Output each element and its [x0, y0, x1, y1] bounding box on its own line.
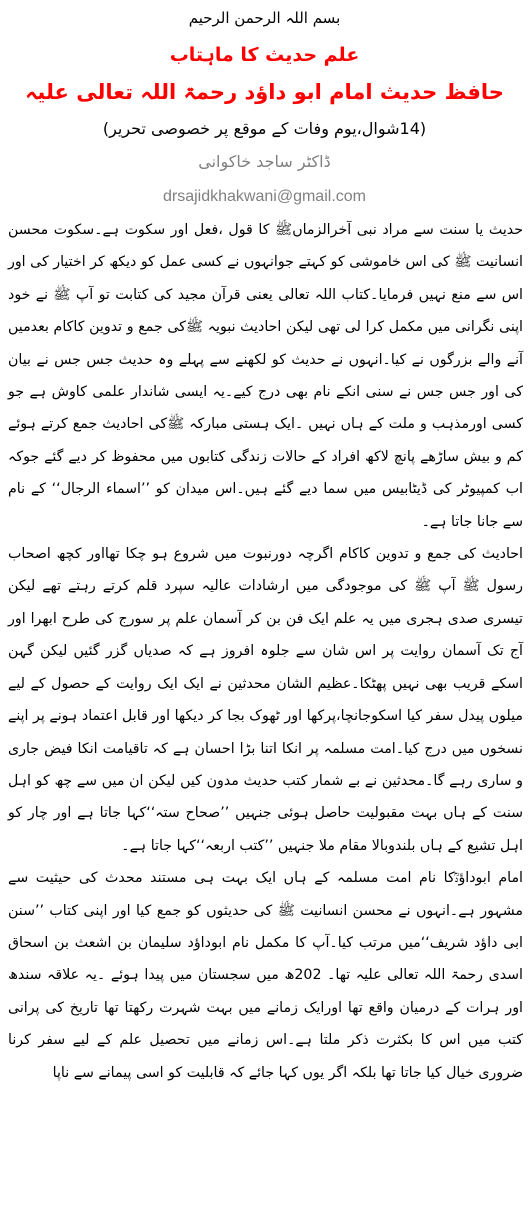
article-body	[0, 214, 529, 1089]
author-name: ڈاکٹر ساجد خاکوانی	[198, 152, 331, 171]
bismillah-heading: بسم اللہ الرحمن الرحیم	[188, 9, 341, 27]
article-occasion: (14شوال،یوم وفات کے موقع پر خصوصی تحریر)	[102, 119, 427, 138]
paragraph-1: حدیث یا سنت سے مراد نبی آخرالزماںﷺ کا قول ،فعل اور سکوت ہے۔سکوت محسن انسانیت ﷺ کی اس خاموشی کو کہتے جوانہوں نے کسی عمل کو دیکھ کر اختیار کی اور اس سے منع نہیں فرمایا۔کتاب اللہ تعالی یعنی قرآن مجید کی کتابت تو آپ ﷺ نے خود اپنی نگرانی میں مکمل کرا لی تھی لیکن احادیث نبویہ ﷺکی جمع و تدوین کاکام بعدمیں آنے والے بزرگوں نے کیا۔انہوں نے حدیث کو لکھنے سے پہلے وہ حدیث جس جس نے بیان کی اور جس جس نے سنی انکے نام بھی درج کیے۔یہ ایسی شاندار علمی کاوش ہے جو کسی اورمذہب و ملت کے ہاں نہیں ۔ایک ہستی مبارکہ ﷺکی احادیث جمع کرتے ہوئے کم و بیش ساڑھے پانچ لاکھ افراد کے حالات زندگی کتابوں میں محفوظ کر دیے گئے جوکہ اب کمپیوٹر کی ڈیٹابیس میں سما دیے گئے ہیں۔اس میدان کو ’’اسماء الرجال‘‘ کے نام سے جانا جاتا ہے۔	[7, 222, 523, 530]
article-header	[0, 7, 529, 208]
paragraph-3: امام ابوداؤدؒکا نام امت مسلمہ کے ہاں ایک بہت ہی مستند محدث کی حیثیت سے مشہور ہے۔انہوں نے محسن انسانیت ﷺ کی حدیثوں کو جمع کیا اور اپنی کتاب ’’سنن ابی داؤد شریف‘‘میں مرتب کیا۔آپ کا مکمل نام ابوداؤد سلیمان بن اشعث بن اسحاق اسدی رحمۃ اللہ تعالی علیہ تھا۔ 202ھ میں سجستان میں پیدا ہوئے ۔یہ علاقہ سندھ اور ہرات کے درمیان واقع تھا اورایک زمانے میں بہت شہرت رکھتا تھا تاریخ کی پرانی کتب میں اس کا بکثرت ذکر ملتا ہے۔اس زمانے میں تحصیل علم کے لیے سفر کرنا ضروری خیال کیا جاتا تھا بلکہ اگر یوں کہا جائے کہ قابلیت کو اسی پیمانے سے ناپا	[8, 870, 524, 1081]
paragraph-2: احادیث کی جمع و تدوین کاکام اگرچہ دورنبوت میں شروع ہو چکا تھااور کچھ اصحاب رسول ﷺ آپ ﷺ کی موجودگی میں ارشادات عالیہ سپرد قلم کرتے رہتے تھے لیکن تیسری صدی ہجری میں یہ علم ایک فن بن کر آسمان علم پر سورج کی طرح ابھرا اور آج تک آسمان روایت پر اس شان سے جلوہ افروز ہے کہ صدیاں گزر گئیں لیکن گہن اسکے قریب بھی نہیں پھٹکا۔عظیم الشان محدثین نے ایک ایک روایت کے حصول کے لیے میلوں پیدل سفر کیا اسکوجانچا،پرکھا اور ٹھوک بجا کر دیکھا اور قابل اعتماد ہونے پر اپنے نسخوں میں درج کیا۔امت مسلمہ پر انکا اتنا بڑا احسان ہے کہ تاقیامت انکا فیض جاری و ساری رہے گا۔محدثین نے بے شمار کتب حدیث مدون کیں لیکن ان میں سے چھ کو اہل سنت کے ہاں بہت مقبولیت حاصل ہوئی جنہیں ’’صحاح ستہ‘‘کہا جاتا ہے اور چار کو اہل تشیع کے ہاں بلندوبالا مقام ملا جنہیں ’’کتب اربعہ‘‘کہا جاتا ہے۔	[8, 546, 523, 854]
author-email: drsajidkhakwani@gmail.com	[163, 188, 366, 205]
article-title: علم حدیث کا ماہتاب	[169, 44, 360, 66]
article-subtitle: حافظ حدیث امام ابو داؤد رحمۃ اللہ تعالی علیہ	[25, 80, 504, 104]
